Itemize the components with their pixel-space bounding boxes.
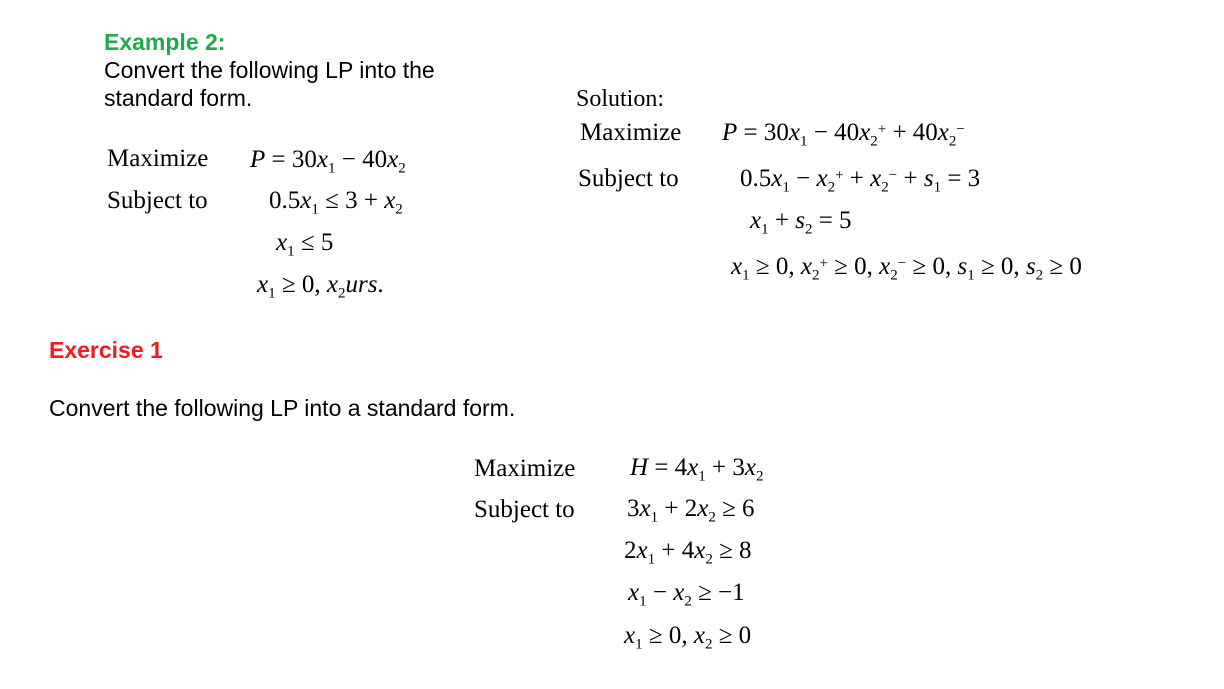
exercise-title: Exercise 1 <box>49 337 163 363</box>
exercise-objective: $H = 4x_1 + 3x_2$ <box>630 454 764 485</box>
exercise-subject-to-label: Subject to <box>474 496 575 523</box>
example-title: Example 2: <box>104 29 226 55</box>
exercise-maximize-label: Maximize <box>474 455 576 482</box>
example-description: Convert the following LP into the standard form. <box>104 57 435 111</box>
solution-maximize-label: Maximize <box>580 119 682 146</box>
exercise-constraint-4: $x_1 \ge 0$, $x_2 \ge 0$ <box>624 622 752 653</box>
example-constraint-3: $x_1 \ge 0$, $x_2urs$. <box>257 271 384 302</box>
solution-subject-to-label: Subject to <box>578 165 679 192</box>
exercise-constraint-1: $3x_1 + 2x_2 \ge 6$ <box>627 495 755 526</box>
example-subject-to-label: Subject to <box>107 187 208 214</box>
example-constraint-2: $x_1 \le 5$ <box>276 229 334 260</box>
solution-constraint-3: $x_1 \ge 0$, $x_2^+ \ge 0$, $x_2^- \ge 0$, $s_1 \ge 0$, $s_2 \ge 0$ <box>731 253 1082 284</box>
solution-objective: $P = 30x_1 - 40x_2^+ + 40x_2^-$ <box>722 119 965 150</box>
example-objective: $P = 30x_1 - 40x_2$ <box>250 146 406 177</box>
solution-constraint-2: $x_1 + s_2 = 5$ <box>750 207 852 238</box>
example-constraint-1: $0.5x_1 \le 3 + x_2$ <box>269 187 403 218</box>
example-maximize-label: Maximize <box>107 145 209 172</box>
exercise-description: Convert the following LP into a standard form. <box>49 395 516 421</box>
solution-constraint-1: $0.5x_1 - x_2^+ + x_2^- + s_1 = 3$ <box>740 165 981 196</box>
exercise-constraint-2: $2x_1 + 4x_2 \ge 8$ <box>624 537 752 568</box>
exercise-constraint-3: $x_1 - x_2 \ge -1$ <box>628 579 745 610</box>
solution-title: Solution: <box>576 86 665 112</box>
